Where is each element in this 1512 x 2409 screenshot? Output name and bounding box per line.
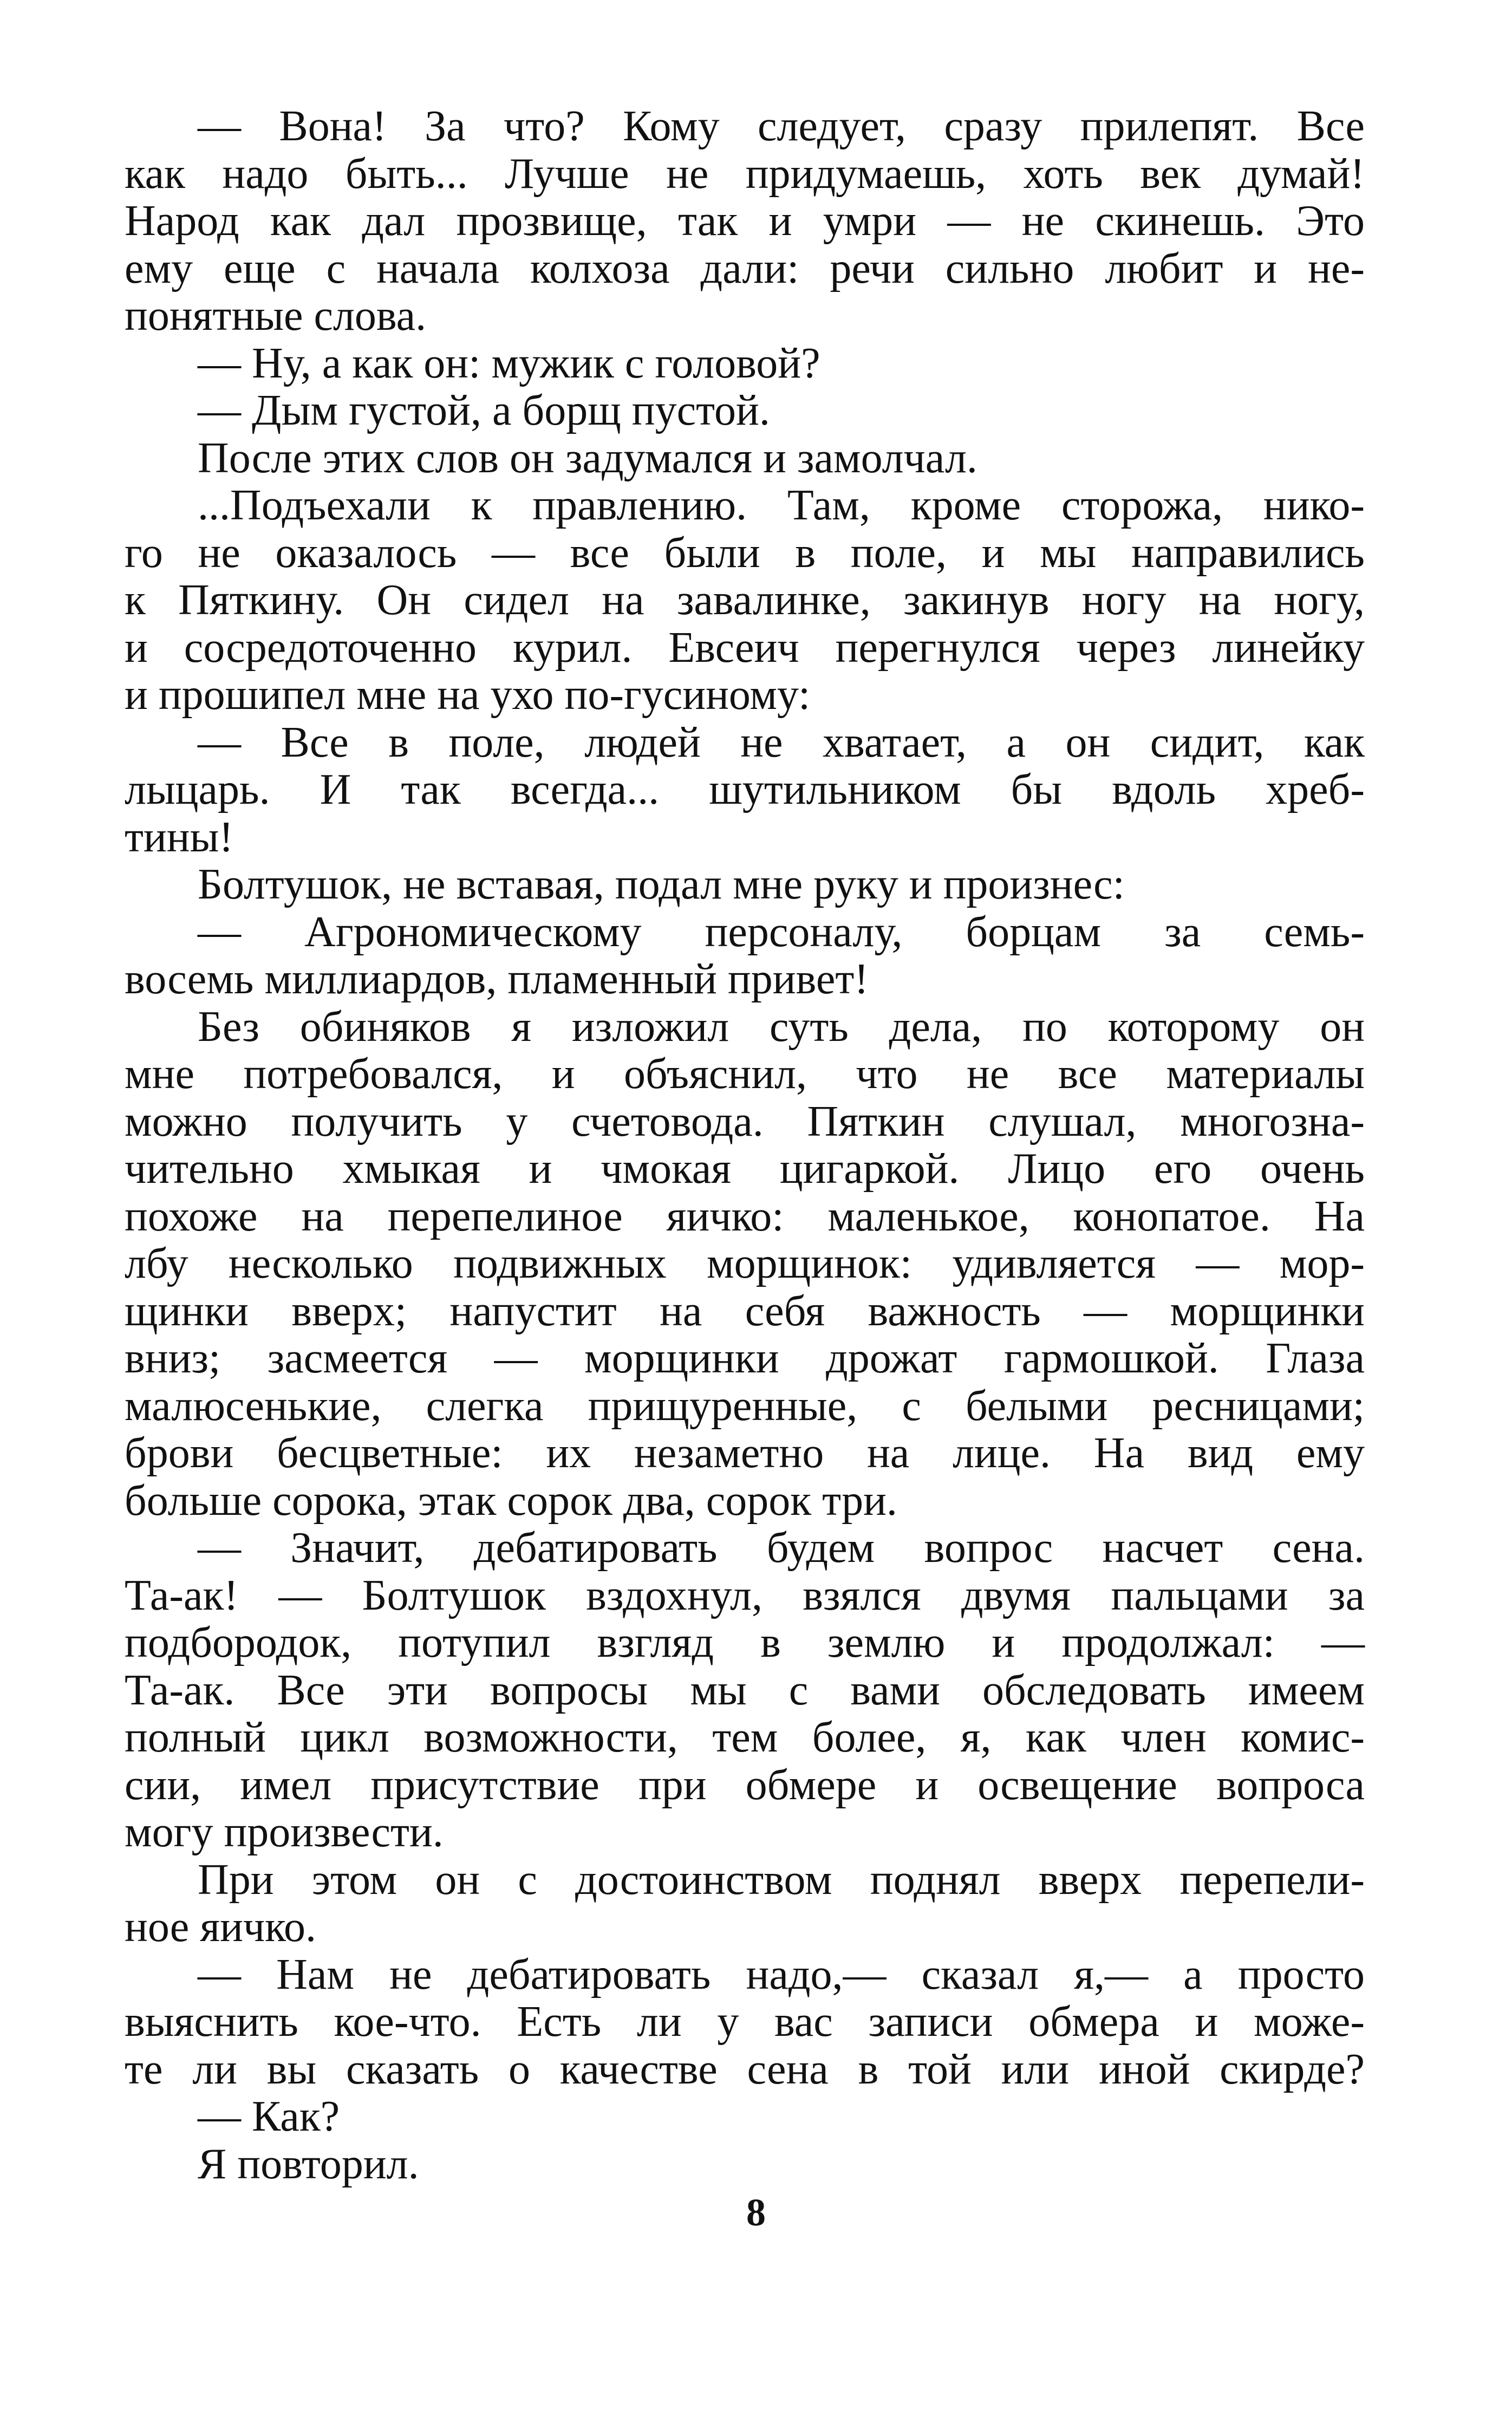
text-line: подбородок, потупил взгляд в землю и продолжал: — [125,1619,1365,1666]
text-line: чительно хмыкая и чмокая цигаркой. Лицо его очень [125,1145,1365,1193]
text-line: щинки вверх; напустит на себя важность — морщинки [125,1287,1365,1335]
text-line: — Вона! За что? Кому следует, сразу прилепят. Все [198,102,1365,150]
text-line: можно получить у счетовода. Пяткин слушал, многозна- [125,1097,1365,1145]
text-line: лыцарь. И так всегда... шутильником бы вдоль хреб- [125,766,1365,813]
text-line: как надо быть... Лучше не придумаешь, хоть век думай! [125,149,1365,198]
text-line: и сосредоточенно курил. Евсеич перегнулся через линейку [125,623,1365,672]
text-line: тины! [125,813,233,861]
text-line: — Ну, а как он: мужик с головой? [198,339,820,387]
text-line: ное яичко. [125,1903,316,1951]
text-line: сии, имел присутствие при обмере и освещение вопроса [125,1761,1365,1809]
text-line: те ли вы сказать о качестве сена в той или иной скирде? [125,2045,1365,2093]
text-line: Та-ак. Все эти вопросы мы с вами обследовать имеем [125,1666,1365,1714]
text-line: мне потребовался, и объяснил, что не все материалы [125,1050,1365,1098]
text-line: понятные слова. [125,292,427,340]
text-line: малюсенькие, слегка прищуренные, с белыми ресницами; [125,1382,1365,1430]
text-line: ...Подъехали к правлению. Там, кроме сторожа, нико- [198,481,1365,529]
text-line: — Агрономическому персоналу, борцам за семь- [198,908,1365,956]
text-line: лбу несколько подвижных морщинок: удивляется — мор- [125,1240,1365,1287]
body-text [125,103,1365,2188]
text-line: Без обиняков я изложил суть дела, по которому он [198,1002,1365,1051]
text-line: ему еще с начала колхоза дали: речи сильно любит и не- [125,244,1365,292]
text-line: брови бесцветные: их незаметно на лице. На вид ему [125,1429,1365,1477]
text-line: Народ как дал прозвище, так и умри — не скинешь. Это [125,197,1365,245]
text-line: — Дым густой, а борщ пустой. [198,387,770,434]
text-line: выяснить кое-что. Есть ли у вас записи обмера и може- [125,1998,1365,2046]
text-line: — Нам не дебатировать надо,— сказал я,— а просто [198,1950,1365,1998]
text-line: Я повторил. [198,2140,419,2188]
text-line: — Значит, дебатировать будем вопрос насчет сена. [198,1524,1365,1572]
text-line: к Пяткину. Он сидел на завалинке, закинув ногу на ногу, [125,576,1365,624]
text-line: При этом он с достоинством поднял вверх перепели- [198,1855,1365,1904]
text-line: полный цикл возможности, тем более, я, как член комис- [125,1714,1365,1761]
text-line: — Все в поле, людей не хватает, а он сидит, как [198,718,1365,766]
text-line: могу произвести. [125,1808,444,1856]
text-line: восемь миллиардов, пламенный привет! [125,955,869,1003]
text-line: — Как? [198,2093,340,2140]
page-number: 8 [746,2191,766,2234]
text-line: го не оказалось — все были в поле, и мы направились [125,529,1365,577]
text-line: Та-ак! — Болтушок вздохнул, взялся двумя пальцами за [125,1571,1365,1619]
text-line: Болтушок, не вставая, подал мне руку и произнес: [198,861,1125,908]
text-line: После этих слов он задумался и замолчал. [198,434,977,482]
text-line: вниз; засмеется — морщинки дрожат гармошкой. Глаза [125,1334,1365,1382]
text-line: больше сорока, этак сорок два, сорок три. [125,1476,897,1525]
text-line: похоже на перепелиное яичко: маленькое, конопатое. На [125,1192,1365,1240]
text-line: и прошипел мне на ухо по-гусиному: [125,671,811,719]
